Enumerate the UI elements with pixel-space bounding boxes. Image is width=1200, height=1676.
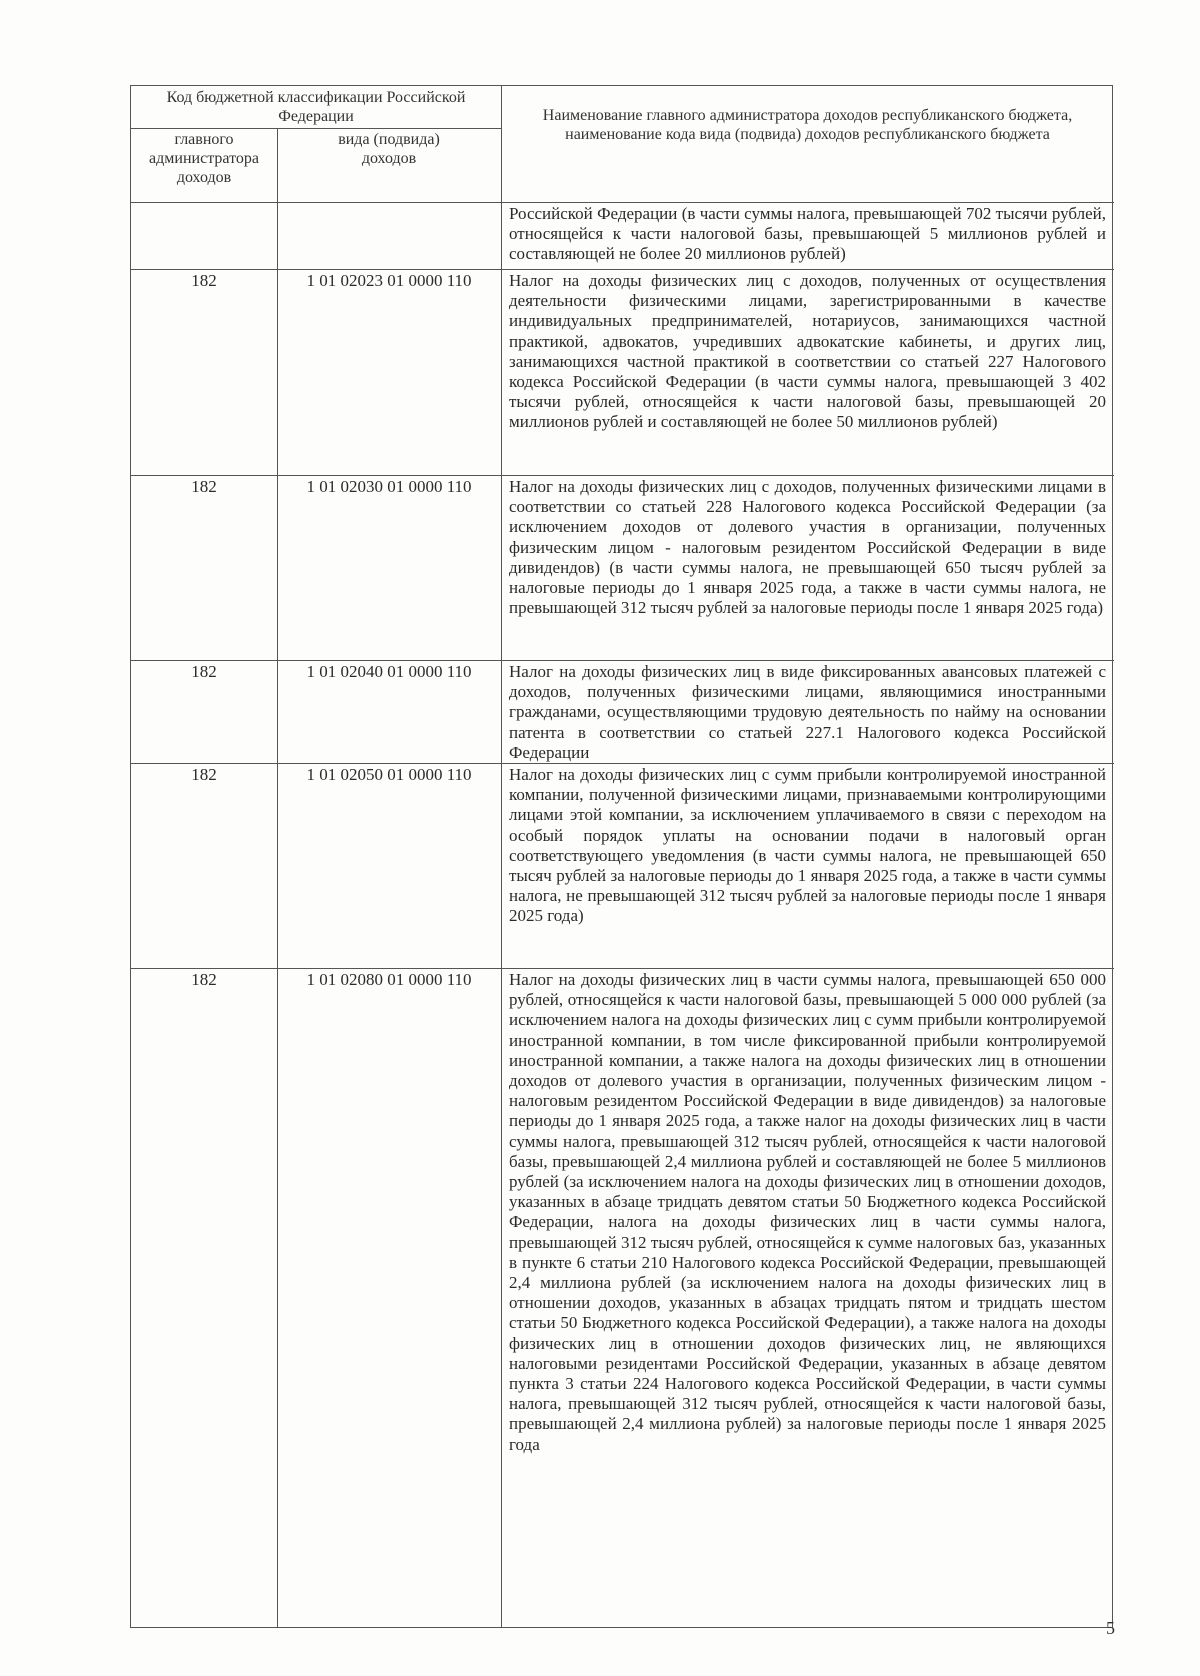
row-divider <box>131 968 1114 969</box>
row-description: Налог на доходы физических лиц с доходов, полученных от осуществления деятельности физическими лицами, зарегистрированными в качестве индивидуальных предпринимателей, нотариусов, занимающихся частной практикой, адвокатов, учредивших адвокатские кабинеты, и других лиц, занимающихся частной практикой в соответствии со статьей 227 Налогового кодекса Российской Федерации (в части суммы налога, превышающей 3 402 тысячи рублей, относящейся к части налоговой базы, превышающей 20 миллионов рублей и составляющей не более 50 миллионов рублей) <box>509 271 1106 432</box>
row-description: Налог на доходы физических лиц с сумм прибыли контролируемой иностранной компании, полученной физическими лицами, признаваемыми контролирующими лицами этой компании, за исключением уплачиваемого в связи с переходом на особый порядок уплаты на основании подачи в налоговый орган соответствующего уведомления (в части суммы налога, не превышающей 650 тысяч рублей за налоговые периоды до 1 января 2025 года, а также в части суммы налога, не превышающей 312 тысяч рублей за налоговые периоды после 1 января 2025 года) <box>509 765 1106 926</box>
header-group-divider <box>131 128 501 129</box>
row-divider <box>131 475 1114 476</box>
row-budget-code: 1 01 02023 01 0000 110 <box>306 271 472 290</box>
row-description: Российской Федерации (в части суммы налога, превышающей 702 тысячи рублей, относящейся к части налоговой базы, превышающей 5 миллионов рублей и составляющей не более 20 миллионов рублей) <box>509 204 1106 264</box>
row-description: Налог на доходы физических лиц в виде фиксированных авансовых платежей с доходов, полученных физическими лицами, являющимися иностранными гражданами, осуществляющими трудовую деятельность по найму на основании патента в соответствии со статьей 227.1 Налогового кодекса Российской Федерации <box>509 662 1106 762</box>
row-budget-code: 1 01 02050 01 0000 110 <box>306 765 472 784</box>
row-divider <box>131 660 1114 661</box>
header-kind-code: вида (подвида) доходов <box>338 131 440 167</box>
header-name: Наименование главного администратора доходов республиканского бюджета, наименование кода вида (подвида) доходов республиканского бюджета <box>542 107 1073 143</box>
row-admin-code: 182 <box>191 271 217 290</box>
row-divider <box>131 269 1114 270</box>
page-number: 5 <box>1106 1618 1115 1638</box>
header-admin-code: главного администратора доходов <box>149 131 259 186</box>
col-divider-1 <box>277 128 278 1627</box>
row-admin-code: 182 <box>191 765 217 784</box>
row-description: Налог на доходы физических лиц с доходов, полученных физическими лицами в соответствии со статьей 228 Налогового кодекса Российской Федерации (за исключением доходов от долевого участия в организации, полученных физическим лицом - налоговым резидентом Российской Федерации в виде дивидендов) (в части суммы налога, не превышающей 650 тысяч рублей за налоговые периоды до 1 января 2025 года, а также в части суммы налога, не превышающей 312 тысяч рублей за налоговые периоды после 1 января 2025 года) <box>509 477 1106 618</box>
row-admin-code: 182 <box>191 970 217 989</box>
row-budget-code: 1 01 02040 01 0000 110 <box>306 662 472 681</box>
row-budget-code: 1 01 02080 01 0000 110 <box>306 970 472 989</box>
row-description: Налог на доходы физических лиц в части суммы налога, превышающей 650 000 рублей, относящейся к части налоговой базы, превышающей 5 000 000 рублей (за исключением налога на доходы физических лиц с сумм прибыли контролируемой иностранной компании, в том числе фиксированной прибыли контролируемой иностранной компании, а также налога на доходы физических лиц в отношении доходов от долевого участия в организации, полученных физическим лицом - налоговым резидентом Российской Федерации в виде дивидендов) за налоговые периоды до 1 января 2025 года, а также налог на доходы физических лиц в части суммы налога, превышающей 312 тысяч рублей, относящейся к части налоговой базы, превышающей 2,4 миллиона рублей и составляющей не более 5 миллионов рублей (за исключением налога на доходы физических лиц в отношении доходов, указанных в абзаце тридцать девятом статьи 50 Бюджетного кодекса Российской Федерации, налога на доходы физических лиц в части суммы налога, превышающей 312 тысяч рублей, относящейся к сумме налоговых баз, указанных в пункте 6 статьи 210 Налогового кодекса Российской Федерации, превышающей 2,4 миллиона рублей (за исключением налога на доходы физических лиц в отношении доходов, указанных в абзацах тридцать пятом и тридцать шестом статьи 50 Бюджетного кодекса Российской Федерации), а также налога на доходы физических лиц в отношении доходов физических лиц, не являющихся налоговыми резидентами Российской Федерации, указанных в абзаце девятом пункта 3 статьи 224 Налогового кодекса Российской Федерации, в части суммы налога, превышающей 312 тысяч рублей, относящейся к части налоговой базы, превышающей 2,4 миллиона рублей) за налоговые периоды после 1 января 2025 года <box>509 970 1106 1454</box>
row-budget-code: 1 01 02030 01 0000 110 <box>306 477 472 496</box>
row-admin-code: 182 <box>191 662 217 681</box>
row-admin-code: 182 <box>191 477 217 496</box>
row-divider <box>131 763 1114 764</box>
budget-classification-table <box>130 85 1113 1628</box>
header-bottom-line <box>131 202 1114 203</box>
header-group-title: Код бюджетной классификации Российской Федерации <box>166 89 466 125</box>
